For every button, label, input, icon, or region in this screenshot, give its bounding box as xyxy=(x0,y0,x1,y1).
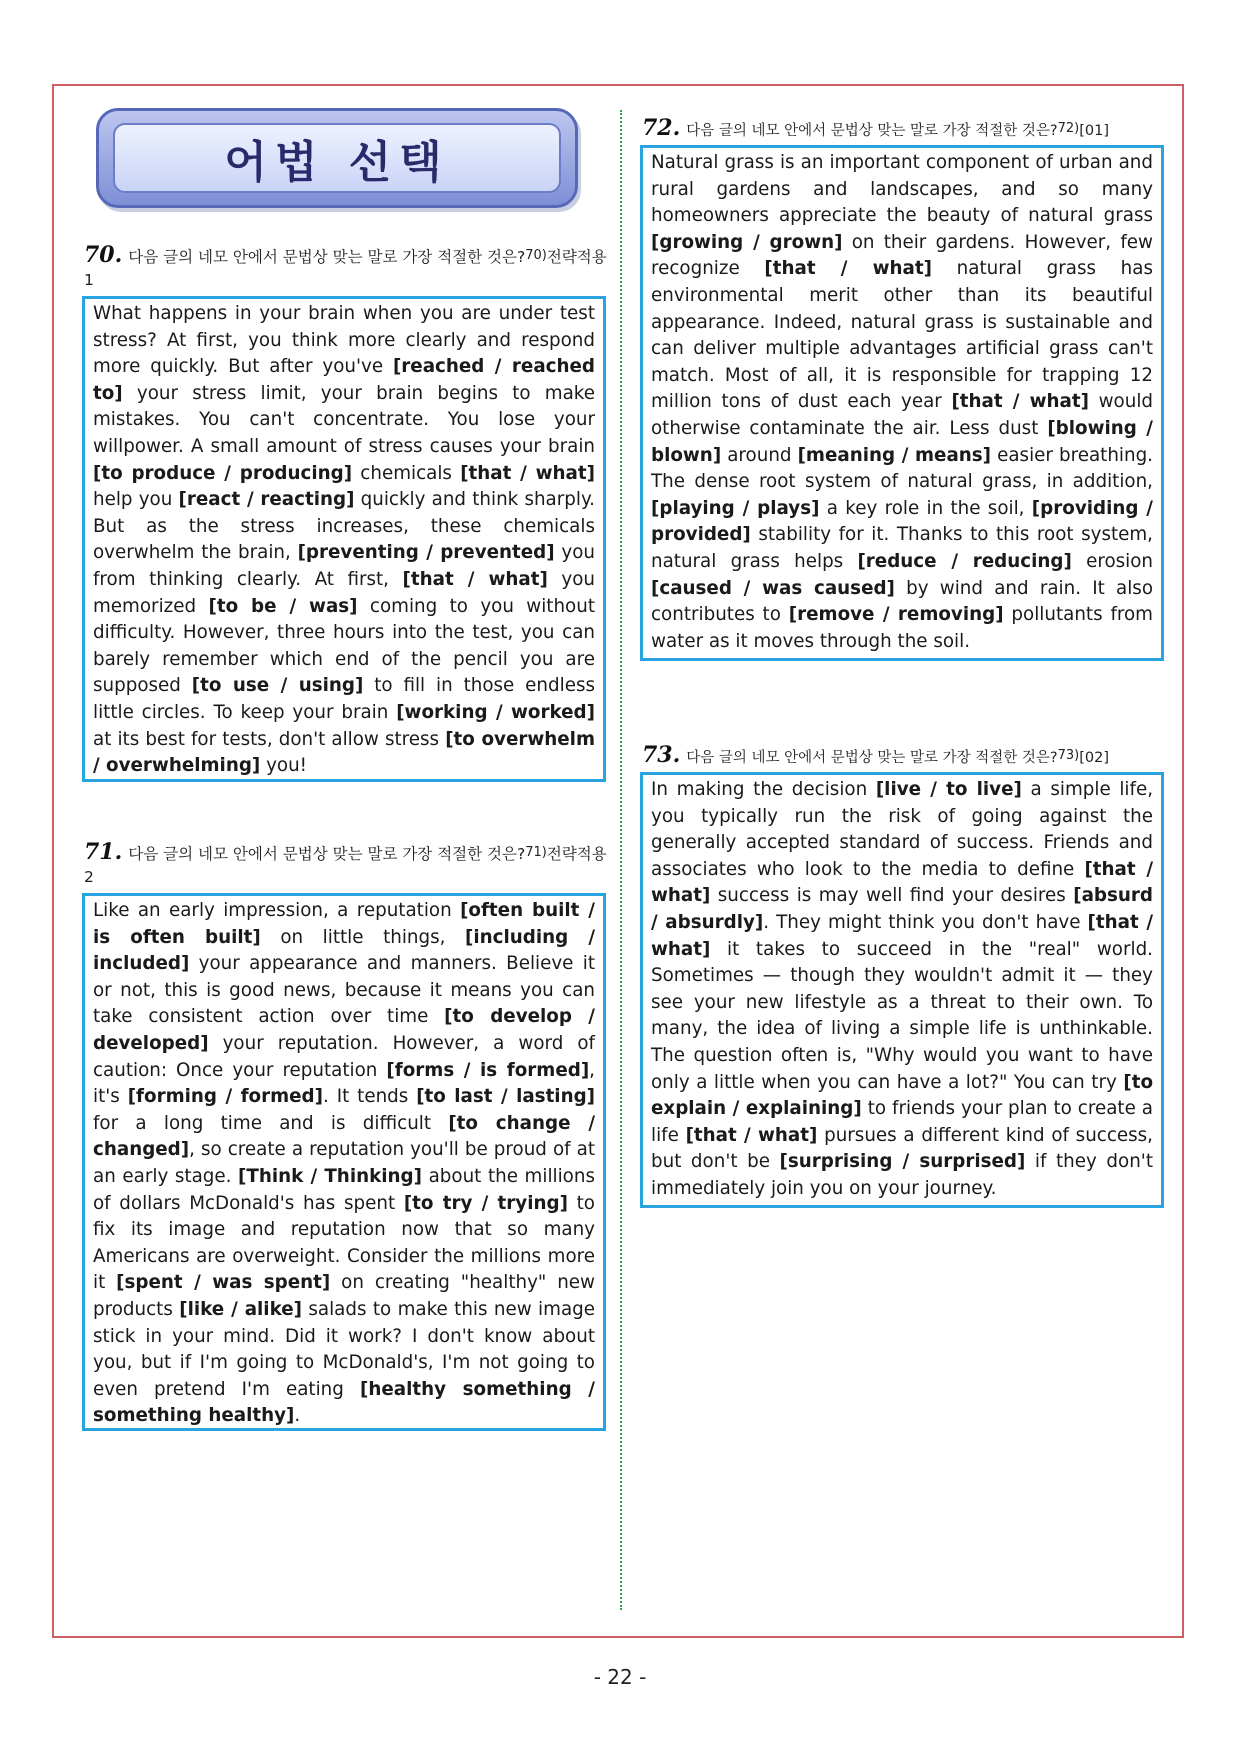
grammar-choice: [that / what] xyxy=(764,258,932,280)
passage-text: if they don't immediately join you on your journey. xyxy=(651,1151,1153,1199)
question-ref: 70) xyxy=(525,248,547,263)
passage-text: a key role in the soil, xyxy=(819,497,1032,519)
passage-text: your appearance and manners. Believe it or not, this is good news, because it means you can take consistent action over time xyxy=(93,953,595,1028)
passage-text: to fix its image and reputation now that so many Americans are overweight. Consider the millions more it xyxy=(93,1192,595,1294)
grammar-choice: [reached / reached to] xyxy=(93,356,595,404)
grammar-choice: [to try / trying] xyxy=(403,1192,568,1214)
title-banner-inner xyxy=(113,123,561,193)
grammar-choice: [growing / grown] xyxy=(651,231,843,253)
passage-text: would otherwise contaminate the air. Less dust xyxy=(651,391,1154,439)
grammar-choice: [caused / was caused] xyxy=(651,577,895,599)
passage-text: . It tends xyxy=(323,1086,417,1108)
question-ref: 73) xyxy=(1057,748,1080,763)
passage-text: to fill in those endless little circles. To keep your brain xyxy=(93,675,595,723)
passage-text: , it's xyxy=(93,1059,595,1108)
question-71-passage xyxy=(82,893,606,1431)
page-number: - 22 - xyxy=(593,1665,647,1689)
passage-text: . They might think you don't have xyxy=(763,911,1088,933)
question-70-passage xyxy=(82,296,606,782)
question-73-passage xyxy=(640,772,1164,1208)
question-tag: [02] xyxy=(1079,750,1110,766)
passage-text: salads to make this new image stick in your mind. Did it work? I don't know about you, but if I'm going to McDonald's, I'm not going to even pretend I'm eating xyxy=(93,1298,595,1400)
passage-text: on little things, xyxy=(260,926,465,948)
grammar-choice: [forms / is formed] xyxy=(386,1059,590,1081)
grammar-choice: [often built / is often built] xyxy=(93,900,595,948)
passage-text: about the millions of dollars McDonald's has spent xyxy=(93,1165,595,1214)
grammar-choice: [working / worked] xyxy=(396,701,595,723)
grammar-choice: [blowing / blown] xyxy=(651,417,1153,466)
grammar-choice: [providing / provided] xyxy=(651,497,1153,546)
passage-text: your stress limit, your brain begins to make mistakes. You can't concentrate. You lose your willpower. A small amount of stress causes your brain xyxy=(93,382,595,457)
passage-text: Natural grass is an important component of urban and rural gardens and landscapes, and so many homeowners appreciate the beauty of natural grass xyxy=(651,152,1153,227)
grammar-choice: [like / alike] xyxy=(179,1298,302,1320)
grammar-choice: [to use / using] xyxy=(191,675,364,697)
passage-text: natural grass has environmental merit other than its beautiful appearance. Indeed, natural grass is sustainable and can deliver multiple advantages artificial grass can't match. Most of all, it is responsible for trapping 12 million tons of dust each year xyxy=(651,258,1153,413)
passage-text: on their gardens. However, few recognize xyxy=(651,231,1153,280)
grammar-choice: [meaning / means] xyxy=(797,444,992,466)
passage-text: to friends your plan to create a life xyxy=(651,1098,1153,1146)
grammar-choice: [that / what] xyxy=(685,1124,818,1146)
grammar-choice: [that / what] xyxy=(651,911,1153,960)
passage-text: stability for it. Thanks to this root system, natural grass helps xyxy=(651,524,1153,572)
grammar-choice: [healthy something / something healthy] xyxy=(93,1378,595,1427)
passage-text: pursues a different kind of success, but don't be xyxy=(651,1124,1153,1173)
passage-text: it takes to succeed in the "real" world. Sometimes — though they wouldn't admit it — they see your new lifestyle as a threat to their own. To many, the idea of living a simple life is unthinkable. The question often is, "Why would you want to have only a little when you can have a lot?" You can try xyxy=(651,938,1153,1093)
question-number: 72. xyxy=(642,115,681,141)
grammar-choice: [surprising / surprised] xyxy=(779,1151,1026,1173)
grammar-choice: [to be / was] xyxy=(208,595,358,617)
passage-text: Like an early impression, a reputation xyxy=(93,900,461,921)
question-prompt: 다음 글의 네모 안에서 문법상 맞는 말로 가장 적절한 것은? xyxy=(128,248,526,266)
question-prompt: 다음 글의 네모 안에서 문법상 맞는 말로 가장 적절한 것은? xyxy=(128,845,526,863)
question-72-passage xyxy=(640,145,1164,661)
passage-text: , so create a reputation you'll be proud of at an early stage. xyxy=(93,1139,595,1187)
grammar-choice: [to change / changed] xyxy=(93,1112,596,1161)
grammar-choice: [playing / plays] xyxy=(651,497,820,519)
grammar-choice: [to last / lasting] xyxy=(416,1086,596,1108)
passage-text: on creating "healthy" new products xyxy=(93,1272,595,1320)
passage-text: easier breathing. The dense root system of natural grass, in addition, xyxy=(651,444,1153,493)
passage-text: you from thinking clearly. At first, xyxy=(93,542,595,590)
question-prompt: 다음 글의 네모 안에서 문법상 맞는 말로 가장 적절한 것은? xyxy=(686,750,1058,766)
grammar-choice: [Think / Thinking] xyxy=(238,1165,422,1187)
passage-text: help you xyxy=(93,489,179,511)
question-tag: 전략적용 2 xyxy=(84,845,607,886)
passage-text: chemicals xyxy=(352,462,461,484)
question-number: 70. xyxy=(84,242,123,268)
grammar-choice: [remove / removing] xyxy=(788,604,1004,626)
passage-text: at its best for tests, don't allow stress xyxy=(93,728,446,750)
question-number: 71. xyxy=(84,839,123,865)
grammar-choice: [react / reacting] xyxy=(178,489,355,511)
passage-text: your reputation. However, a word of caution: Once your reputation xyxy=(93,1032,595,1081)
passage-text: for a long time and is difficult xyxy=(93,1112,449,1134)
page-title: 어법 선택 xyxy=(224,137,450,188)
grammar-choice: [preventing / prevented] xyxy=(297,542,555,564)
passage-text: pollutants from water as it moves through the soil. xyxy=(651,604,1153,652)
grammar-choice: [that / what] xyxy=(460,462,595,484)
passage-text: What happens in your brain when you are under test stress? At first, you think more clearly and respond more quickly. But after you've xyxy=(93,303,595,378)
grammar-choice: [to produce / producing] xyxy=(93,462,353,484)
grammar-choice: [spent / was spent] xyxy=(116,1272,331,1294)
question-tag: 전략적용 1 xyxy=(84,248,607,289)
grammar-choice: [to overwhelm / overwhelming] xyxy=(93,728,595,777)
question-number: 73. xyxy=(642,742,681,768)
passage-text: In making the decision xyxy=(651,779,876,800)
passage-text: you memorized xyxy=(93,568,595,617)
grammar-choice: [including / included] xyxy=(93,926,596,975)
question-72-heading xyxy=(642,117,1182,143)
question-ref: 72) xyxy=(1057,121,1080,136)
passage-text: you! xyxy=(260,755,308,777)
column-divider xyxy=(620,110,622,1610)
passage-text: erosion xyxy=(1071,550,1154,572)
grammar-choice: [reduce / reducing] xyxy=(857,550,1072,572)
grammar-choice: [absurd / absurdly] xyxy=(651,885,1153,933)
question-71-heading xyxy=(84,841,610,889)
question-prompt: 다음 글의 네모 안에서 문법상 맞는 말로 가장 적절한 것은? xyxy=(686,123,1058,139)
passage-text: quickly and think sharply. But as the stress increases, these chemicals overwhelm the brain, xyxy=(93,489,595,564)
passage-text: . xyxy=(294,1405,301,1427)
grammar-choice: [that / what] xyxy=(951,391,1089,413)
grammar-choice: [that / what] xyxy=(651,858,1153,907)
grammar-choice: [that / what] xyxy=(402,568,548,590)
passage-text: success is may well find your desires xyxy=(710,885,1074,907)
passage-text: coming to you without difficulty. However, three hours into the test, you can barely remember which end of the pencil you are supposed xyxy=(93,595,595,697)
title-banner xyxy=(96,108,578,208)
grammar-choice: [to develop / developed] xyxy=(93,1006,595,1054)
passage-text: around xyxy=(721,444,798,466)
grammar-choice: [forming / formed] xyxy=(127,1086,323,1108)
passage-text: a simple life, you typically run the risk of going against the generally accepted standard of success. Friends and associates who look to the media to define xyxy=(651,779,1154,880)
grammar-choice: [to explain / explaining] xyxy=(651,1071,1153,1120)
passage-text: by wind and rain. It also contributes to xyxy=(651,577,1153,626)
question-ref: 71) xyxy=(525,845,547,860)
question-70-heading xyxy=(84,244,610,292)
question-73-heading xyxy=(642,744,1182,770)
question-tag: [01] xyxy=(1079,123,1110,139)
grammar-choice: [live / to live] xyxy=(875,779,1022,800)
